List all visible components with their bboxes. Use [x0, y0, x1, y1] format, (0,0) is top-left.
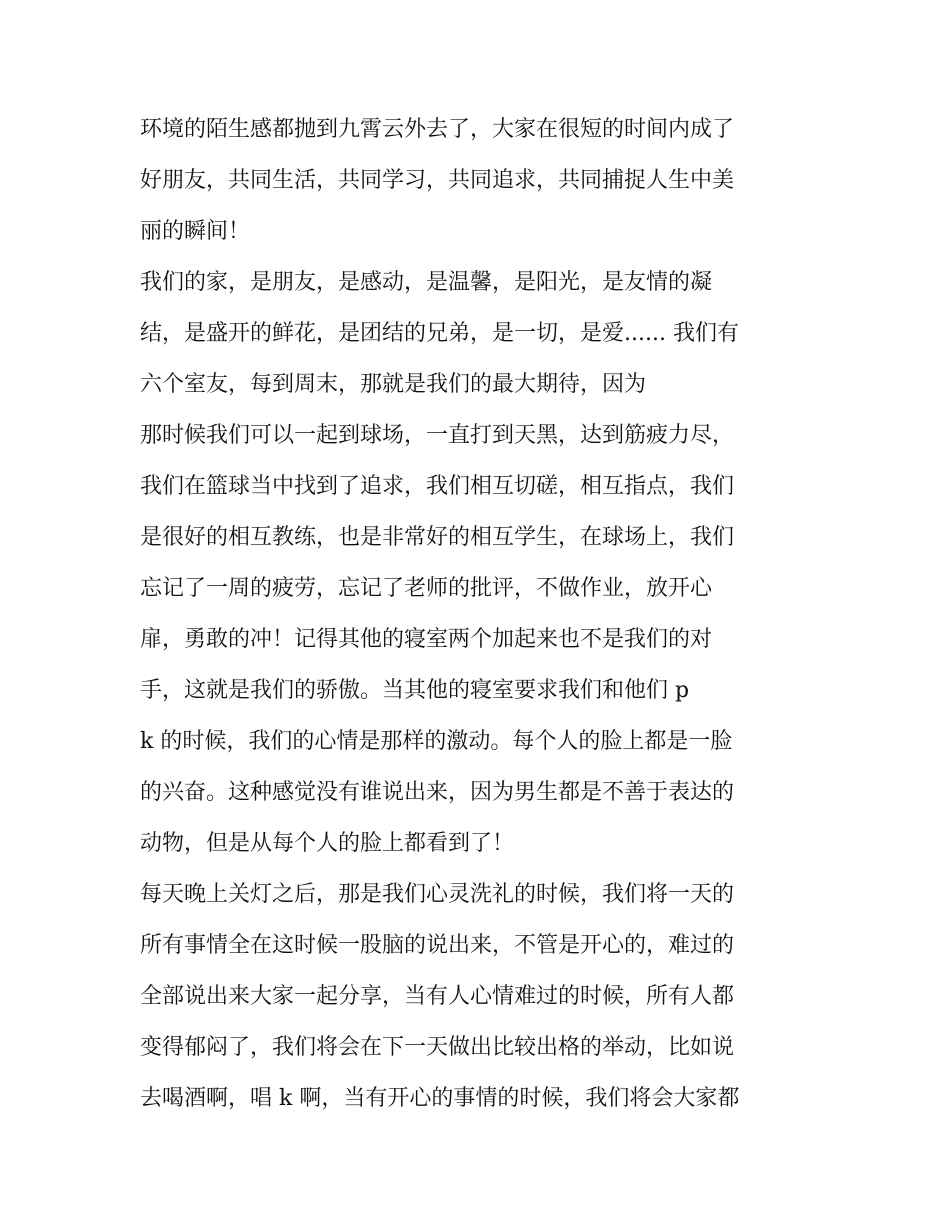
text-line: 手，这就是我们的骄傲。当其他的寝室要求我们和他们 p [140, 678, 690, 703]
text-line: 扉，勇敢的冲！记得其他的寝室两个加起来也不是我们的对 [140, 627, 713, 652]
text-line: 环境的陌生感都抛到九霄云外去了，大家在很短的时间内成了 [140, 117, 735, 142]
text-line: 全部说出来大家一起分享，当有人心情难过的时候，所有人都 [140, 984, 735, 1009]
text-line: 好朋友，共同生活，共同学习，共同追求，共同捕捉人生中美 [140, 168, 735, 193]
text-line: 六个室友，每到周末，那就是我们的最大期待，因为 [140, 372, 647, 397]
text-line: 忘记了一周的疲劳，忘记了老师的批评，不做作业，放开心 [140, 576, 713, 601]
text-line: 动物，但是从每个人的脸上都看到了！ [140, 831, 515, 856]
text-line: 所有事情全在这时候一股脑的说出来，不管是开心的，难过的 [140, 933, 735, 958]
text-line: 每天晚上关灯之后，那是我们心灵洗礼的时候，我们将一天的 [140, 882, 735, 907]
text-line: 那时候我们可以一起到球场，一直打到天黑，达到筋疲力尽， [140, 423, 735, 448]
text-line: 结，是盛开的鲜花，是团结的兄弟，是一切，是爱...... 我们有 [140, 321, 739, 346]
text-line: 去喝酒啊，唱 k 啊，当有开心的事情的时候，我们将会大家都 [140, 1086, 740, 1111]
body-text [140, 104, 820, 1124]
text-line: 我们在篮球当中找到了追求，我们相互切磋，相互指点，我们 [140, 474, 735, 499]
text-line: k 的时候，我们的心情是那样的激动。每个人的脸上都是一脸 [140, 729, 733, 754]
text-line: 变得郁闷了，我们将会在下一天做出比较出格的举动，比如说 [140, 1035, 735, 1060]
text-line: 我们的家，是朋友，是感动，是温馨，是阳光，是友情的凝 [140, 270, 713, 295]
text-line: 的兴奋。这种感觉没有谁说出来，因为男生都是不善于表达的 [140, 780, 735, 805]
text-line: 是很好的相互教练，也是非常好的相互学生，在球场上，我们 [140, 525, 735, 550]
text-line: 丽的瞬间！ [140, 219, 251, 244]
